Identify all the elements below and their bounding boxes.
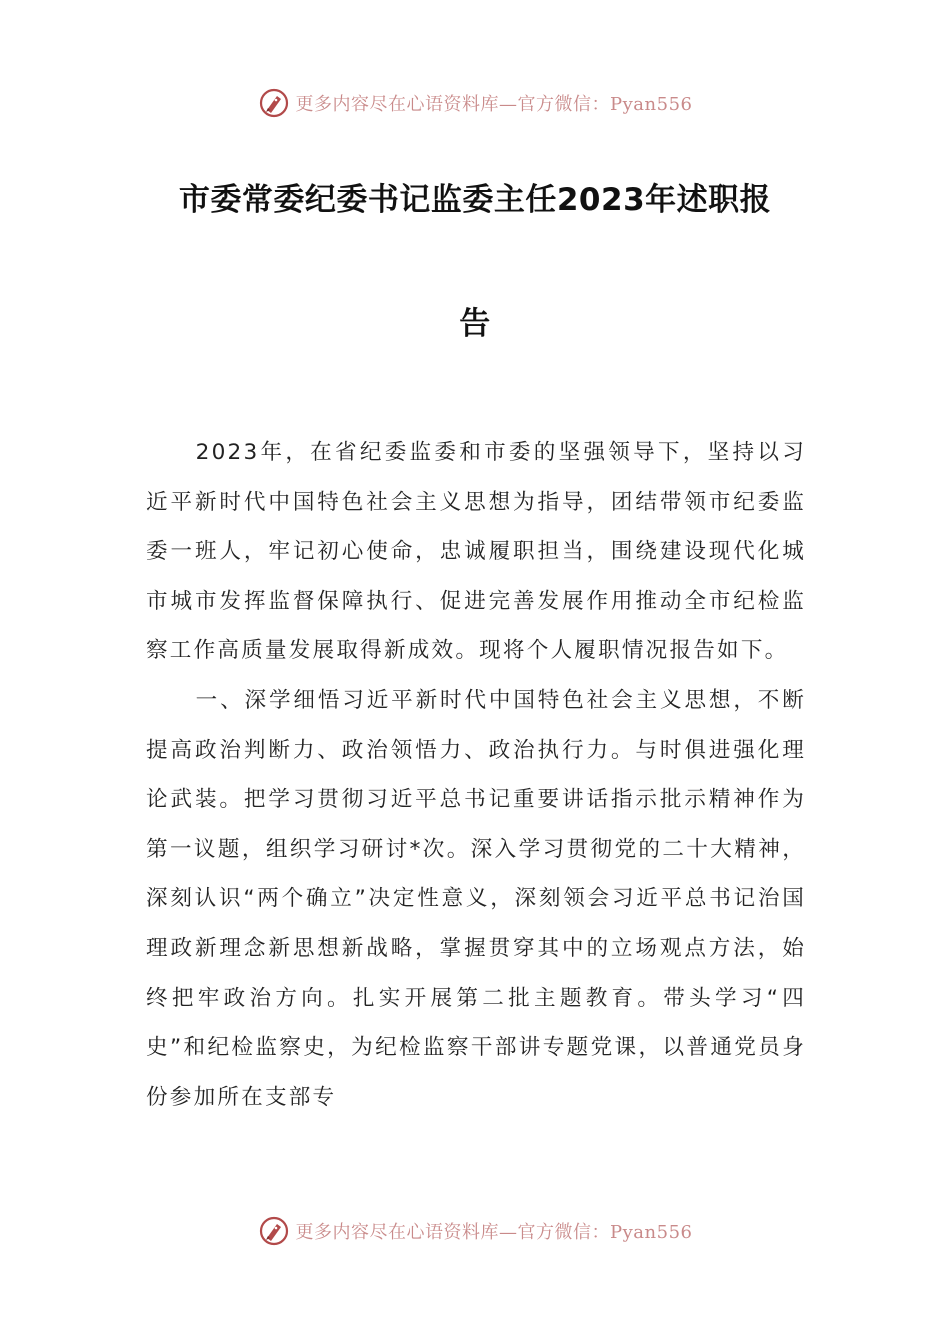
document-title-line-2: 告 bbox=[459, 306, 491, 342]
pen-nib-logo-icon bbox=[258, 1215, 290, 1247]
document-title-line-1: 市委常委纪委书记监委主任2023年述职报 bbox=[178, 182, 772, 218]
document-body bbox=[146, 428, 806, 1122]
footer-watermark bbox=[0, 1211, 950, 1251]
paragraph-section-1: 一、深学细悟习近平新时代中国特色社会主义思想，不断提高政治判断力、政治领悟力、政治执行力。与时俱进强化理论武装。把学习贯彻习近平总书记重要讲话指示批示精神作为第一议题，组织学习研讨*次。深入学习贯彻党的二十大精神，深刻认识“两个确立”决定性意义，深刻领会习近平总书记治国理政新理念新思想新战略，掌握贯穿其中的立场观点方法，始终把牢政治方向。扎实开展第二批主题教育。带头学习“四史”和纪检监察史，为纪检监察干部讲专题党课，以普通党员身份参加所在支部专 bbox=[146, 687, 806, 1110]
paragraph-intro: 2023年，在省纪委监委和市委的坚强领导下，坚持以习近平新时代中国特色社会主义思想为指导，团结带领市纪委监委一班人，牢记初心使命，忠诚履职担当，围绕建设现代化城市城市发挥监督保障执行、促进完善发展作用推动全市纪检监察工作高质量发展取得新成效。现将个人履职情况报告如下。 bbox=[146, 440, 806, 664]
watermark-text: 更多内容尽在心语资料库—官方微信：Pyan556 bbox=[295, 1222, 693, 1243]
header-watermark bbox=[0, 83, 950, 123]
pen-nib-logo-icon bbox=[258, 87, 290, 119]
watermark-text: 更多内容尽在心语资料库—官方微信：Pyan556 bbox=[295, 94, 693, 115]
